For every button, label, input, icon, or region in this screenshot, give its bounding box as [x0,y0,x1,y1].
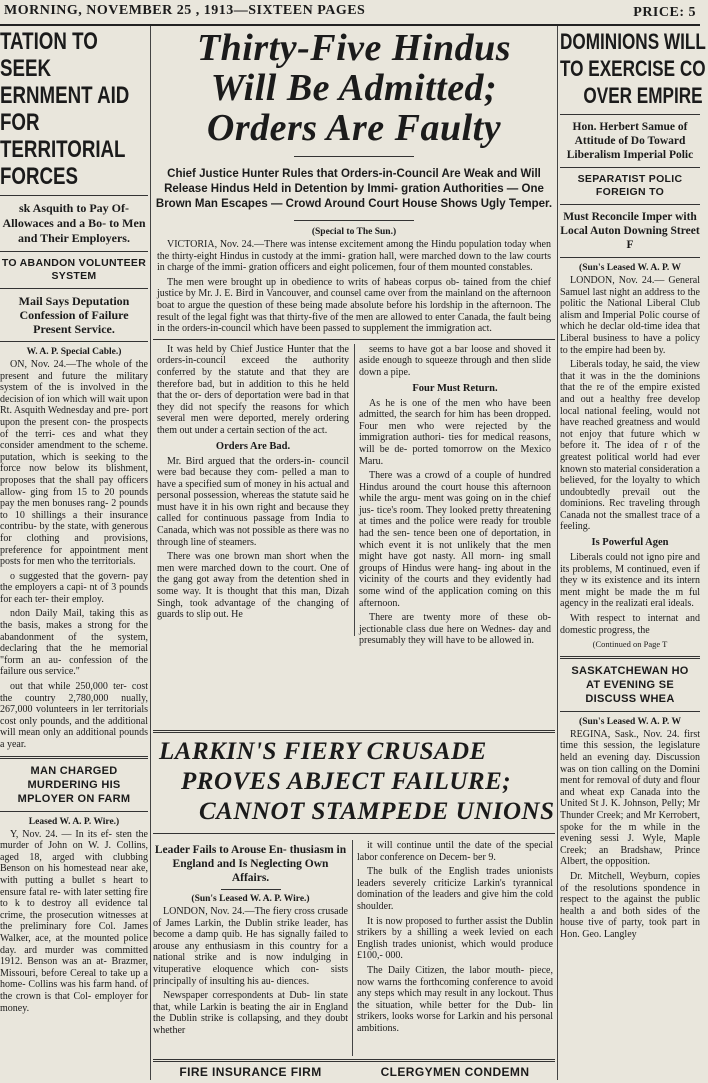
paragraph: With respect to internat and domestic progress, the [560,613,700,636]
paragraph: LONDON, Nov. 24.— General Samuel last night an address to the politic the National Liberal Club alism and Imperial Polic course of which he declar old-time idea that Liberal business to have a policy to the empire had been by. [560,275,700,356]
main-column-b [359,343,551,647]
bottom-headline-right: CLERGYMEN CONDEMN [380,1065,530,1079]
paragraph: VICTORIA, Nov. 24.—There was intense excitement among the Hindu population today when the thirty-eight Hindus in custody at the immi- gration hall, were marched down to the law courts in charge of the immi- gration officers and eight policemen, four of them mounted constables. [157,239,551,274]
main-deck: Chief Justice Hunter Rules that Orders-in-Council Are Weak and Will Release Hindus Held in Detention by Immi- gration Authorities — One Brown Man Escapes — Crowd Around Court House Shows Ugly Temper. [155,168,553,210]
right-headline [560,28,708,109]
paragraph: Mr. Bird argued that the orders-in- council were bad because they com- pelled a man to have a specified sum of money in his actual and personal possession, whereas the statute said he must have it in his own right and because they called for continuous passage from India to Canada, which was not possible as there was no through line of steamers. [157,455,349,548]
paragraph: ON, Nov. 24.—The whole of the present and future the military system of the is involved in the decision of ion which will wait upon Rt. Asquith Wednesday and pre- port upon the present con- the prospects of the terri- ces and what they consider amendment to the scheme. putation, which is seeking to the force now below its blishment, proposes that the shall pay officers allow- ging from 15 to 20 pounds pay the men bonuses rang- 2 pounds to 10 shillings a their insurance contribu- by the state, with generous for clothing and provisions, preference for appointment ment posts for men who the territorials. [0,359,148,568]
headline-line: TERRITORIAL FORCES [0,136,126,190]
left-column [0,28,148,1080]
left-credit-2: Leased W. A. P. Wire.) [28,816,120,827]
headline-line: ERNMENT AID FOR [0,82,130,136]
masthead-price: PRICE: 5 [633,5,696,20]
headline-line: LARKIN'S FIERY CRUSADE [159,738,487,765]
right-deck-2: Must Reconcile Imper with Local Auton Downing Street F [560,211,700,251]
right-credit-2: (Sun's Leased W. A. P. W [579,716,681,727]
paragraph: REGINA, Sask., Nov. 24. first time this session, the legislature held an evening day. Discussion was on tion calling on the Domini ment for removal of duty and flour and wheat exp Canada into the United St J. K. Johnson, Pelly; Mr Thunder Creek; and Mr Kerrobert, spoke for the m while in the evening sessi J. Wyle, Maple Creek; an Bradshaw, Prince Albert, the opposition. [560,728,700,868]
paragraph: Liberals could not igno pire and its problems, M continued, even if they w its existence and its intern ment might be made the m ful agency in the realizati eral ideals. [560,552,700,610]
right-body [560,275,700,651]
paragraph: o suggested that the govern- pay the employers a capi- nt of 3 pounds for each ter- their employ. [0,570,148,605]
headline-line: SASKATCHEWAN HO [571,664,689,677]
headline-line: CANNOT STAMPEDE UNIONS [199,798,555,825]
left-deck: sk Asquith to Pay Of- Allowaces and a Bo- to Men and Their Employers. [2,201,146,245]
larkin-credit: (Sun's Leased W. A. P. Wire.) [191,894,310,904]
headline-line: DISCUSS WHEA [585,692,675,705]
main-credit: (Special to The Sun.) [311,227,397,237]
paragraph: It was held by Chief Justice Hunter that the orders-in-council exceed the authority conferred by the statute and that they are therefore bad, but in addition to this he held that the or- ders of deportation were bad in that they did not specify the reasons for which several men were deported, merely ordering them out under a certain section of the act. [157,343,349,436]
paragraph: out that while 250,000 ter- cost the country 2,780,000 nually, 267,000 volunteers in ler territorials cost only pounds, and the additional will mean only an additional pounds a year. [0,681,148,750]
left-headline [0,28,148,190]
column-rule [557,26,558,1080]
paragraph: The bulk of the English trades unionists leaders severely criticize Larkin's tyrannical domination of the leaders and give him the cold shoulder. [357,866,553,912]
right-headline-2 [560,664,700,706]
masthead-dateline: MORNING, NOVEMBER 25 , 1913—SIXTEEN PAGES [4,3,366,18]
left-headline-2: MAN CHARGED MURDERING HIS MPLOYER ON FARM [17,764,131,805]
paragraph: LONDON, Nov. 24.—The fiery cross crusade of James Larkin, the Dublin strike leader, has become a damp quib. He has signally failed to arouse any enthusiasm in this country for a national strike and is now indulging in vituperative eloquence which con- sists principally of insulting his au- diences. [153,906,348,987]
subhead: Is Powerful Agen [591,537,669,549]
right-subhead: SEPARATIST POLIC FOREIGN TO [577,173,683,198]
right-deck: Hon. Herbert Samue of Attitude of Do Toward Liberalism Imperial Polic [566,121,694,161]
bottom-headline-left: FIRE INSURANCE FIRM [179,1065,322,1079]
paragraph: seems to have got a bar loose and shoved it aside enough to squeeze through and then slide down a pipe. [359,343,551,378]
subhead: Orders Are Bad. [215,440,291,452]
larkin-story [153,730,555,1083]
paragraph: Y, Nov. 24. — In its ef- sten the murder of John on W. J. Collins, aged 18, arged with clubbing Benson on his homestead near ake, with putting a bullet s heart to ensure fatal re- with later setting fire to k to destroy all evidence tal crime, the prosecution witnesses at the preliminary fore Col. James Walker, ace, at the mounted police day. ard murder was committed 1912. Benson was an at- Brazmer, Missouri, before Cereal to take up a home- Collins was his farm hand. of the crown is that Col- employer for money. [0,828,148,1014]
paragraph: Dr. Mitchell, Weyburn, copies of the resolutions spondence in respect to the against the public health a and both sides of the house tive of party, took part in Hon. Geo. Langley [560,870,700,940]
larkin-deck: Leader Fails to Arouse En- thusiasm in England and Is Neglecting Own Affairs. [154,844,347,884]
paragraph: As he is one of the men who have been admitted, the search for him has been dropped. Four men who were rejected by the immigration authori- ties for medical reasons, will be de- ported tomorrow on the Mexico Maru. [359,397,551,467]
masthead [0,0,700,26]
left-credit: W. A. P. Special Cable.) [26,347,122,357]
main-lede [153,239,555,335]
paragraph: Liberals today, he said, the view that it was in the the dominions that the re of the empire existed and out a healthy free develop local national feeling, would not have reached greatness and would not enjoy that future which w before it. The idea of r of the greatest political world had ever known sto material consideration a believed, for the loyalty to which undoubtedly prevail out the dominions. Rec traveling through Canada not the smallest trace of a feeling. [560,359,700,533]
main-story [153,28,555,728]
larkin-column-a [153,906,348,1037]
headline-line: AT EVENING SE [585,678,675,691]
subhead: Four Must Return. [412,382,498,394]
headline-line: Will Be Admitted; [210,67,498,109]
main-column-a [157,344,349,640]
paragraph: It is now proposed to further assist the Dublin strikers by a shilling a week levied on each English trades unionist, which would produce £100,- 000. [357,915,553,962]
paragraph: There was a crowd of a couple of hundred Hindus around the court house this afternoon while the argu- ment was going on in the chief jus- tice's room. They looked pretty threatening at times and the police were ready for trouble had the sen- tence been one of deportation, in which event it is not unlikely that the men might have got nasty. All morn- ing small groups of Hindus were hang- ing about in the vicinity of the courts and they evidently had some wind of the application coming on this afternoon. [359,470,551,609]
paragraph: it will continue until the date of the special labor conference on Decem- ber 9. [357,840,553,863]
left-body [0,359,148,751]
paragraph: The Daily Citizen, the labor mouth- piece, now warns the forthcoming conference to avoid any steps which may result in any lockout. Thus the situation, while better for the Dub- lin strikers, looks worse for Larkin and his personal ambitions. [357,964,553,1034]
right-column [560,28,706,1080]
paragraph: There are twenty more of these ob- jectionable class due here on Wednes- day and presumably they will have to be allowed in. [359,612,551,647]
continued-line: (Continued on Page T [592,639,668,650]
headline-line: DOMINIONS WILL [560,29,706,54]
column-rule [150,26,151,1080]
paragraph: ndon Daily Mail, taking this as the basis, makes a strong for the abandonment of the system, declaring that the he memorial "form an au- confession of the failure ous service." [0,608,148,678]
paragraph: Newspaper correspondents at Dub- lin state that, while Larkin is beating the air in England the Dublin strike is collapsing, and they doubt whether [153,990,348,1036]
headline-line: TO EXERCISE CO [560,56,706,81]
headline-line: TATION TO SEEK [0,28,98,82]
main-headline [153,28,555,148]
left-deck-2: Mail Says Deputation Confession of Failure Present Service. [18,294,130,336]
paragraph: The men were brought up in obedience to writs of habeas corpus ob- tained from the chief justice by Mr. J. E. Bird in Vancouver, and counsel came over from the mainland on the afternoon boat to argue the question of these being made absolute before his lordship in the afternoon. The result of the legal fight was that thirty-five of the men are allowed to enter Canada, the fault being in the orders-in-council which have been passed to supplement the immigration act. [157,276,551,335]
right-credit: (Sun's Leased W. A. P. W [579,263,681,273]
left-subhead: TO ABANDON VOLUNTEER SYSTEM [1,257,147,282]
larkin-headline [153,733,555,827]
larkin-column-b [357,840,553,1060]
headline-line: OVER EMPIRE [583,83,703,108]
paragraph: There was one brown man short when the men were marched down to the court. One of the gang got away from the detention shed in some way. It is thought that this man, Dizah Singh, took advantage of the changing of guards to slip out. He [157,551,349,621]
headline-line: Thirty-Five Hindus [196,27,512,69]
headline-line: PROVES ABJECT FAILURE; [181,768,512,795]
headline-line: Orders Are Faulty [206,107,502,149]
